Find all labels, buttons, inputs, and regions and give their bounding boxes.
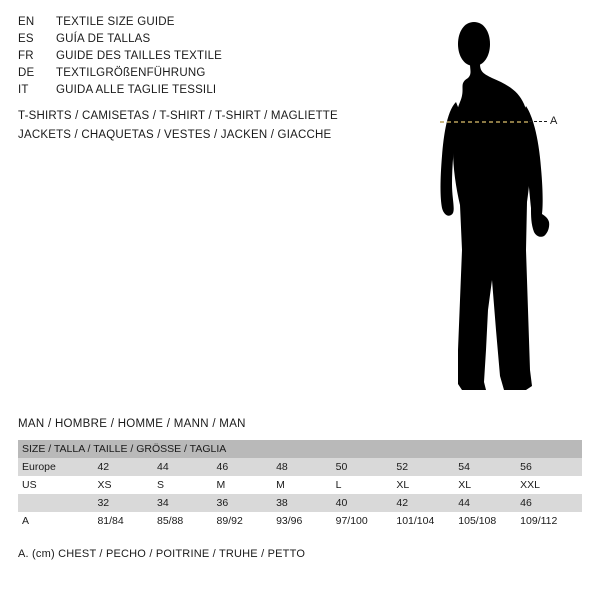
size-table <box>18 440 582 530</box>
row-label <box>18 494 97 512</box>
language-header-block <box>18 16 398 101</box>
table-row <box>18 476 582 494</box>
cell-value: M <box>276 479 285 491</box>
row-label: Europe <box>22 461 56 473</box>
cell-value: 85/88 <box>156 515 184 527</box>
cell-value: 36 <box>216 497 229 509</box>
language-row <box>18 67 398 84</box>
measure-leader-line <box>529 121 547 122</box>
cell-value: 44 <box>156 461 169 473</box>
table-row <box>18 512 582 530</box>
language-row <box>18 84 398 101</box>
language-row <box>18 50 398 67</box>
table-row <box>18 494 582 512</box>
language-code: FR <box>18 50 34 62</box>
language-label: TEXTILE SIZE GUIDE <box>56 16 175 28</box>
category-block <box>18 110 418 148</box>
footnote-chest-measure: A. (cm) CHEST / PECHO / POITRINE / TRUHE / PETTO <box>18 548 306 560</box>
language-row <box>18 33 398 50</box>
figure-illustration <box>400 10 600 400</box>
cell-value: 40 <box>335 497 348 509</box>
language-label: GUIDA ALLE TAGLIE TESSILI <box>56 84 217 96</box>
cell-value: 97/100 <box>335 515 368 527</box>
cell-value: 32 <box>97 497 110 509</box>
cell-value: 42 <box>396 497 409 509</box>
cell-value: XL <box>458 479 472 491</box>
cell-value: 34 <box>156 497 169 509</box>
cell-value: XXL <box>520 479 541 491</box>
cell-value: 48 <box>276 461 288 473</box>
cell-value: 56 <box>520 461 532 473</box>
cell-value: 81/84 <box>97 515 124 527</box>
category-line-tshirts: T-SHIRTS / CAMISETAS / T-SHIRT / T-SHIRT / MAGLIETTE <box>18 110 338 122</box>
cell-value: 89/92 <box>216 515 243 527</box>
language-code: ES <box>18 33 34 45</box>
cell-value: 42 <box>97 461 110 473</box>
language-code: DE <box>18 67 35 79</box>
language-code: IT <box>18 84 29 96</box>
cell-value: S <box>156 479 164 491</box>
table-header-label: SIZE / TALLA / TAILLE / GRÖSSE / TAGLIA <box>22 443 227 455</box>
cell-value: 46 <box>216 461 229 473</box>
row-label: A <box>22 515 30 527</box>
row-label: US <box>22 479 37 491</box>
cell-value: 38 <box>276 497 288 509</box>
table-row <box>18 458 582 476</box>
language-label: GUÍA DE TALLAS <box>56 33 151 45</box>
table-header-row <box>18 440 582 458</box>
cell-value: 54 <box>458 461 470 473</box>
male-body-silhouette-icon <box>400 10 600 400</box>
cell-value: 50 <box>335 461 348 473</box>
cell-value: 101/104 <box>396 515 435 527</box>
cell-value: L <box>335 479 342 491</box>
cell-value: XS <box>97 479 112 491</box>
cell-value: 44 <box>458 497 470 509</box>
language-code: EN <box>18 16 35 28</box>
category-line-jackets: JACKETS / CHAQUETAS / VESTES / JACKEN / GIACCHE <box>18 129 332 141</box>
cell-value: XL <box>396 479 410 491</box>
cell-value: 52 <box>396 461 409 473</box>
cell-value: 46 <box>520 497 532 509</box>
cell-value: 109/112 <box>520 515 558 527</box>
language-row <box>18 16 398 33</box>
cell-value: M <box>216 479 226 491</box>
language-label: GUIDE DES TAILLES TEXTILE <box>56 50 223 62</box>
measure-label-a: A <box>550 115 558 127</box>
language-label: TEXTILGRÖßENFÜHRUNG <box>56 67 206 79</box>
cell-value: 93/96 <box>276 515 303 527</box>
cell-value: 105/108 <box>458 515 497 527</box>
table-title: MAN / HOMBRE / HOMME / MANN / MAN <box>18 418 246 430</box>
